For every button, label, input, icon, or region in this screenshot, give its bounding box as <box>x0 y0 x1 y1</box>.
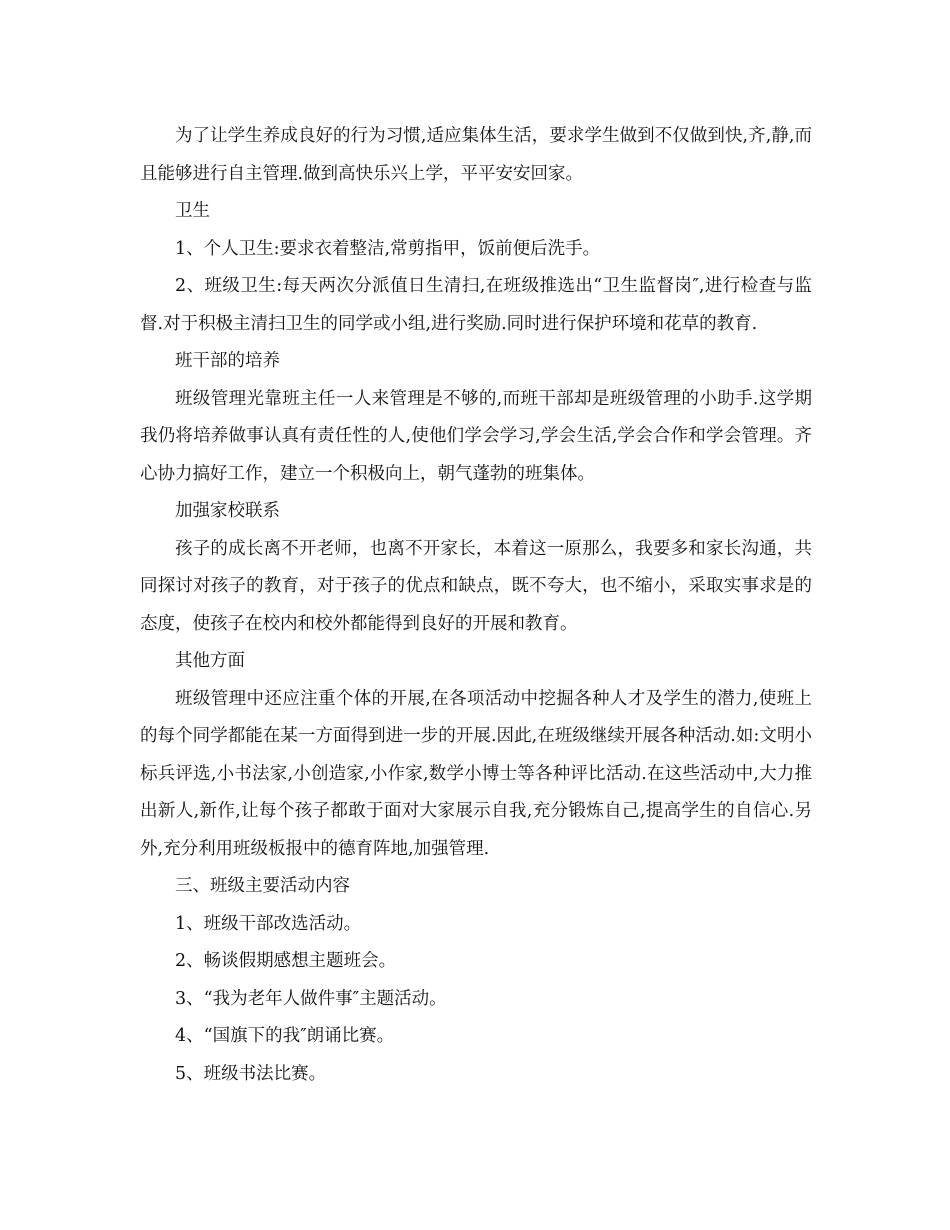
section-heading-cadre-training: 班干部的培养 <box>175 351 280 371</box>
intro-paragraph: 为了让学生养成良好的行为习惯,适应集体生活，要求学生做到不仅做到快,齐,静,而且能够进行自主管理.做到高快乐兴上学，平平安安回家。 <box>140 126 812 184</box>
list-item-activity-1: 1、班级干部改选活动。 <box>175 913 362 934</box>
list-item-activity-4: 4、“国旗下的我″朗诵比赛。 <box>175 1026 395 1046</box>
section-heading-activities: 三、班级主要活动内容 <box>175 876 350 896</box>
document-page <box>140 118 812 1093</box>
paragraph-cadre-training: 班级管理光靠班主任一人来管理是不够的,而班干部却是班级管理的小助手.这学期我仍将培养做事认真有责任性的人,使他们学会学习,学会生活,学会合作和学会管理。齐心协力搞好工作，建立一个积极向上，朝气蓬勃的班集体。 <box>140 388 812 484</box>
paragraph-personal-hygiene: 1、个人卫生:要求衣着整洁,常剪指甲，饭前便后洗手。 <box>175 238 601 259</box>
list-item-activity-3: 3、“我为老年人做件事″主题活动。 <box>175 988 447 1009</box>
list-item-activity-5: 5、班级书法比赛。 <box>175 1063 327 1084</box>
paragraph-class-hygiene: 2、班级卫生:每天两次分派值日生清扫,在班级推选出“卫生监督岗″,进行检查与监督.对于积极主清扫卫生的同学或小组,进行奖励.同时进行保护环境和花草的教育. <box>140 276 812 334</box>
paragraph-home-school: 孩子的成长离不开老师，也离不开家长，本着这一原那么，我要多和家长沟通，共同探讨对孩子的教育，对于孩子的优点和缺点，既不夸大，也不缩小，采取实事求是的态度，使孩子在校内和校外都能得到良好的开展和教育。 <box>140 538 812 634</box>
section-heading-home-school: 加强家校联系 <box>175 501 280 521</box>
section-heading-other: 其他方面 <box>175 651 245 671</box>
section-heading-hygiene: 卫生 <box>175 201 210 221</box>
paragraph-other: 班级管理中还应注重个体的开展,在各项活动中挖掘各种人才及学生的潜力,使班上的每个同学都能在某一方面得到进一步的开展.因此,在班级继续开展各种活动.如:文明小标兵评选,小书法家,小创造家,小作家,数学小博士等各种评比活动.在这些活动中,大力推出新人,新作,让每个孩子都敢于面对大家展示自我,充分锻炼自己,提高学生的自信心.另外,充分利用班级板报中的德育阵地,加强管理. <box>140 688 812 859</box>
list-item-activity-2: 2、畅谈假期感想主题班会。 <box>175 951 397 971</box>
